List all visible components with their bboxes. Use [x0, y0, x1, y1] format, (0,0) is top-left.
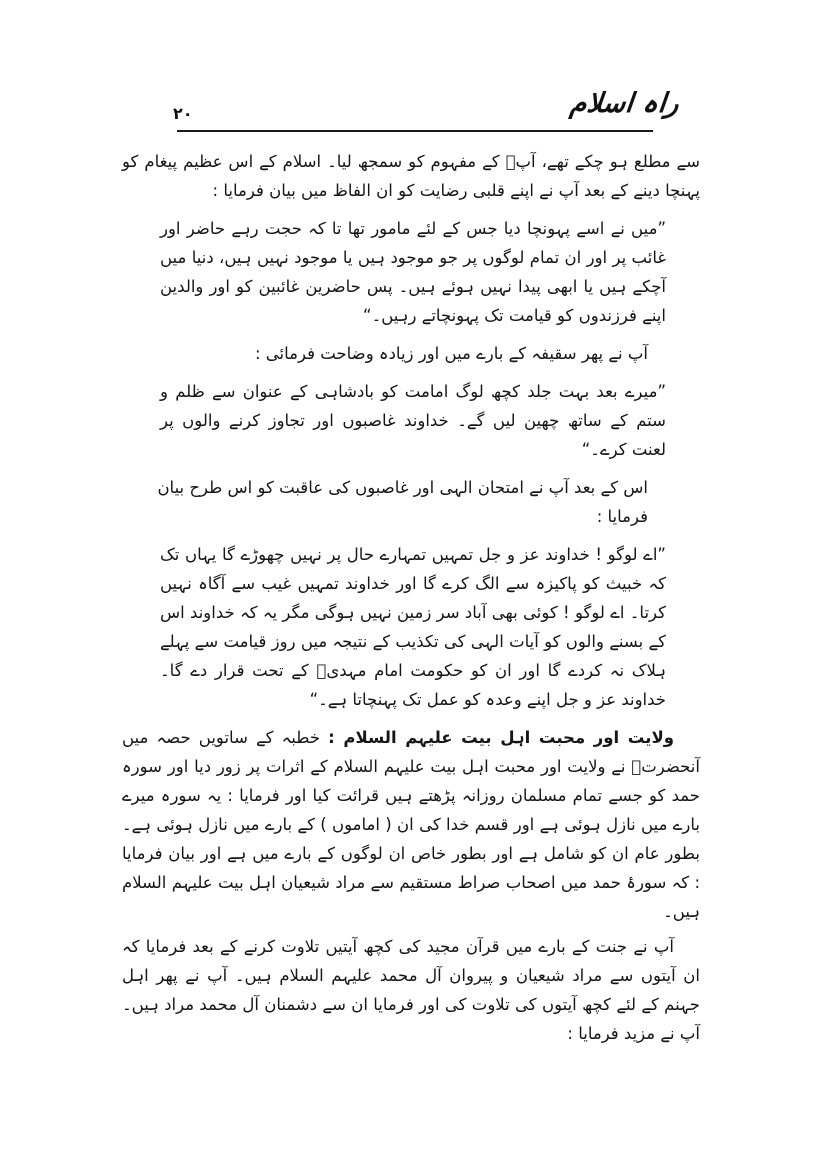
transition-line: آپ نے پھر سقیفہ کے بارے میں اور زیادہ وضاحت فرمائی : — [255, 344, 648, 363]
quotation-block: ”میں نے اسے پہونچا دیا جس کے لئے مامور تھا تا کہ حجت رہے حاضر اور غائب پر اور ان تمام لوگوں پر جو موجود ہیں یا موجود نہیں ہیں، دنیا میں آچکے ہیں یا ابھی پیدا نہیں ہوئے ہیں۔ پس حاضرین غائبین کو اور والدین اپنے فرزندوں کو قیامت تک پہونچاتے رہیں۔“ — [160, 219, 666, 325]
page-number: ۲۰ — [173, 104, 193, 123]
section-paragraph-text: خطبہ کے ساتویں حصہ میں آنحضرتؐ نے ولایت اور محبت اہل بیت علیہم السلام کے اثرات پر زور دیا اور سورہ حمد کو جسے تمام مسلمان روزانہ پڑھتے ہیں قرائت کیا اور فرمایا : یہ سورہ میرے بارے میں نازل ہوئی ہے اور قسم خدا کی ان ( اماموں ) کے بارے میں نازل ہوئی ہے۔ بطور عام ان کو شامل ہے اور بطور خاص ان لوگوں کے بارے میں ہے اور بیان فرمایا : کہ سورۂ حمد میں اصحاب صراط مستقیم سے مراد شیعیان اہل بیت علیہم السلام ہیں۔ — [122, 728, 700, 921]
quotation-block: ”میرے بعد بہت جلد کچھ لوگ امامت کو بادشاہی کے عنوان سے ظلم و ستم کے ساتھ چھین لیں گے۔ خداوند غاصبوں اور تجاوز کرنے والوں پر لعنت کرے۔“ — [160, 382, 666, 459]
transition-line: اس کے بعد آپ نے امتحان الہی اور غاصبوں کی عاقبت کو اس طرح بیان فرمایا : — [157, 478, 648, 526]
section-heading-bold: ولایت اور محبت اہل بیت علیہم السلام : — [328, 728, 674, 747]
magazine-title-calligraphy: راہ اسلام — [568, 88, 681, 119]
section-paragraph — [122, 723, 700, 926]
paragraph-continuation: سے مطلع ہو چکے تھے، آپؐ کے مفہوم کو سمجھ لیا۔ اسلام کے اس عظیم پیغام کو پہنچا دینے کے بعد آپ نے اپنے قلبی رضایت کو ان الفاظ میں بیان فرمایا : — [122, 152, 700, 200]
header-rule — [177, 130, 653, 132]
quotation-block: ”اے لوگو ! خداوند عز و جل تمہیں تمہارے حال پر نہیں چھوڑے گا یہاں تک کہ خبیث کو پاکیزہ سے الگ کرے گا اور خداوند تمہیں غیب سے آگاہ نہیں کرتا۔ اے لوگو ! کوئی بھی آباد سر زمین نہیں ہوگی مگر یہ کہ خداوند اس کے بسنے والوں کو آیات الہی کی تکذیب کے نتیجہ میں روز قیامت سے پہلے ہلاک نہ کردے گا اور ان کو حکومت امام مہدیؑ کے تحت قرار دے گا۔ خداوند عز و جل اپنے وعدہ کو عمل تک پہنچاتا ہے۔“ — [160, 545, 666, 709]
body-text-column — [122, 147, 700, 1054]
paragraph: آپ نے جنت کے بارے میں قرآن مجید کی کچھ آیتیں تلاوت کرنے کے بعد فرمایا کہ ان آیتوں سے مراد شیعیان و پیروان آل محمد علیہم السلام ہیں۔ آپ نے پھر اہل جہنم کے لئے کچھ آیتوں کی تلاوت کی اور فرمایا ان سے دشمنان آل محمد مراد ہیں۔ آپ نے مزید فرمایا : — [122, 937, 700, 1043]
